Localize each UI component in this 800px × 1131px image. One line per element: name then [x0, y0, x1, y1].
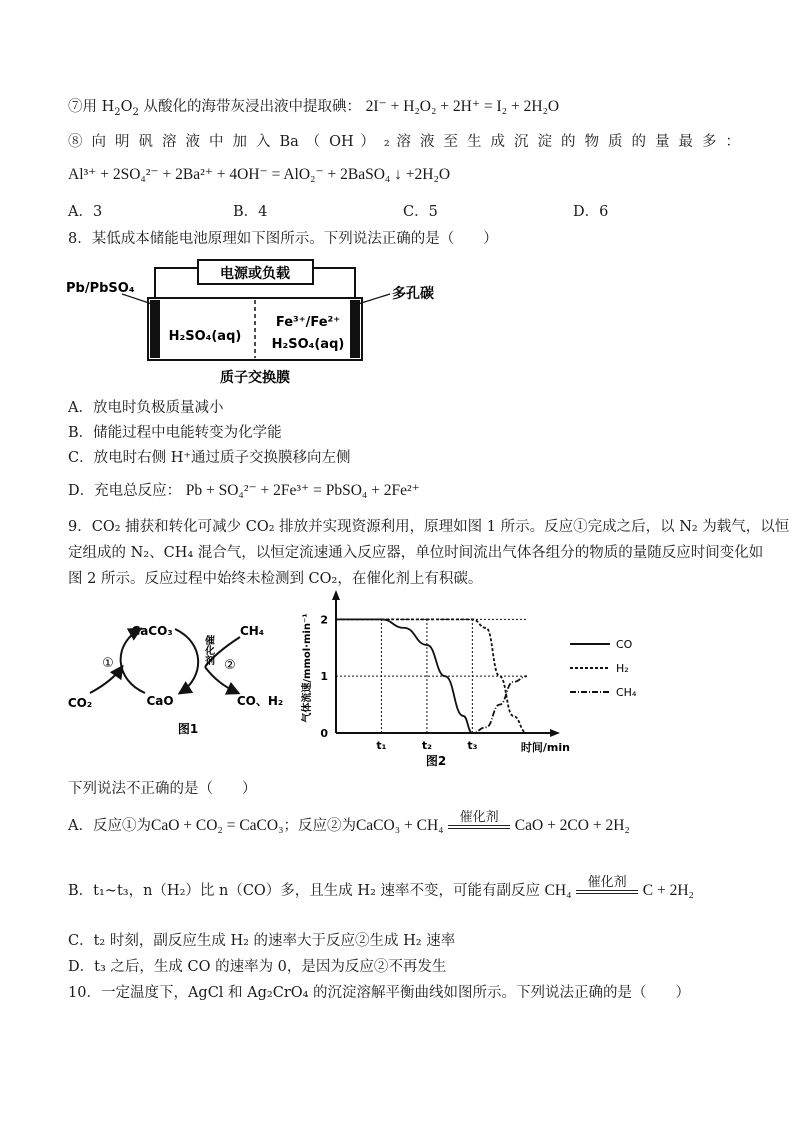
fig2-xtick-t1: t₁ [376, 739, 387, 752]
q9-stem-line2: 定组成的 N₂、CH₄ 混合气，以恒定流速通入反应器，单位时间流出气体各组分的物质的量随反应时间变化如 [68, 545, 764, 561]
fig1-co2: CO₂ [67, 696, 93, 710]
fig1-reaction1-label: ① [102, 656, 114, 671]
q7-item8-text: ⑧ 向 明 矾 溶 液 中 加 入 Ba （ OH ） ₂ 溶 液 至 生 成 沉 淀 的 物 质 的 量 最 多 ： [68, 134, 740, 150]
fig1-reaction2-label: ② [224, 658, 236, 673]
q7-item7: ⑦用 $H_2O_2$ 从酸化的海带灰浸出液中提取碘： 2I⁻ + H₂O₂ + 2H⁺ = I₂ + 2H₂O [68, 98, 560, 118]
fig2-xlabel: 时间/min [520, 741, 570, 754]
q8-stem: 8．某低成本储能电池原理如下图所示。下列说法正确的是（ ） [68, 231, 498, 247]
q9-option-b-text: B．t₁~t₃，n（H₂）比 n（CO）多，且生成 H₂ 速率不变，可能有副反应 [68, 883, 540, 899]
fig2-xtick-t2: t₂ [421, 739, 432, 752]
q9-option-a-eq2-left: CaCO₃ + CH₄ [355, 817, 444, 834]
q9-option-a[interactable] [68, 810, 740, 849]
q9-question: 下列说法不正确的是（ ） [68, 781, 257, 797]
q9-option-b[interactable] [68, 875, 740, 914]
q8-option-c[interactable]: C．放电时右侧 H⁺通过质子交换膜移向左侧 [68, 450, 351, 466]
q9-option-d[interactable]: D．t₃ 之后，生成 CO 的速率为 0，是因为反应②不再发生 [68, 959, 447, 975]
left-electrode-plate [150, 300, 160, 358]
left-solution-label: H₂SO₄(aq) [168, 329, 242, 344]
fig1-cao: CaO [146, 694, 174, 708]
q9-stem-line3: 图 2 所示。反应过程中始终未检测到 CO₂，在催化剂上有积碳。 [68, 571, 483, 587]
fig2-grid [336, 619, 526, 733]
fig2-x-axis-arrow [550, 729, 560, 737]
q9-option-b-catalyst-arrow [576, 876, 638, 894]
q9-option-c[interactable]: C．t₂ 时刻，副反应生成 H₂ 的速率大于反应②生成 H₂ 速率 [68, 933, 456, 949]
right-electrode-label: 多孔碳 [392, 286, 434, 302]
membrane-label: 质子交换膜 [220, 370, 290, 386]
fig1-arrow-cao-to-caco3 [121, 629, 145, 693]
figure2-chart [298, 590, 658, 770]
q9-option-b-eq-left: CH₄ [544, 882, 572, 899]
figure1-cycle [60, 605, 300, 750]
right-solution-ions: Fe³⁺/Fe²⁺ [275, 315, 341, 330]
legend-h2-label: H₂ [616, 662, 629, 675]
fig1-products: CO、H₂ [236, 694, 284, 708]
q7-choices [68, 200, 728, 222]
right-solution-acid: H₂SO₄(aq) [271, 337, 345, 352]
power-load-label: 电源或负载 [220, 266, 290, 282]
battery-diagram [60, 258, 480, 398]
fig1-caption: 图1 [177, 722, 199, 736]
q9-option-a-eq1: CaO + CO₂ = CaCO₃ [150, 817, 284, 834]
right-electrode-plate [350, 300, 360, 358]
q9-stem-line1: 9．CO₂ 捕获和转化可减少 CO₂ 排放并实现资源利用，原理如图 1 所示。反应①完成之后，以 N₂ 为载气，以恒 [68, 519, 790, 535]
q8-option-d-prefix: D．充电总反应： [68, 483, 182, 499]
legend-co-label: CO [616, 638, 633, 651]
fig1-catalyst-label: 催化剂 [202, 635, 214, 665]
q7-item7-equation: 2I⁻ + H₂O₂ + 2H⁺ = I₂ + 2H₂O [365, 98, 560, 115]
q7-item7-text: ⑦用 H [68, 99, 115, 115]
q7-choice-d[interactable]: D．6 [573, 204, 609, 220]
q9-option-a-eq2-right: CaO + 2CO + 2H₂ [514, 817, 630, 834]
fig2-ytick-0: 0 [320, 727, 328, 740]
q8-option-d[interactable] [68, 480, 740, 502]
fig2-ytick-1: 1 [320, 670, 328, 684]
q7-choice-b[interactable]: B．4 [233, 204, 268, 220]
fig2-ylabel: 气体流速/mmol·min⁻¹ [302, 613, 313, 723]
q7-choice-c[interactable]: C．5 [403, 204, 438, 220]
q8-option-b[interactable]: B．储能过程中电能转变为化学能 [68, 425, 282, 441]
fig2-xtick-t3: t₃ [467, 739, 478, 752]
q9-option-b-eq-right: C + 2H₂ [642, 882, 694, 899]
fig1-arrow-caco3-to-cao [175, 629, 198, 693]
q7-choice-a[interactable]: A．3 [68, 204, 103, 220]
q9-option-a-catalyst-arrow [448, 811, 510, 829]
fig2-axes [332, 590, 560, 737]
q10-stem: 10．一定温度下，AgCl 和 Ag₂CrO₄ 的沉淀溶解平衡曲线如图所示。下列说法正确的是（ ） [68, 985, 691, 1001]
legend-ch4-label: CH₄ [616, 686, 637, 699]
q9-option-b-catalyst-text: 催化剂 [587, 875, 627, 890]
q8-option-a[interactable]: A．放电时负极质量减小 [68, 400, 224, 416]
left-electrode-label: Pb/PbSO₄ [66, 281, 135, 296]
fig1-ch4: CH₄ [239, 624, 265, 638]
q9-option-a-catalyst-text: 催化剂 [459, 810, 499, 825]
fig2-ytick-2: 2 [320, 613, 328, 627]
q9-option-a-mid: ；反应②为 [283, 818, 356, 834]
fig2-legend [570, 638, 637, 699]
fig1-caco3: CaCO₃ [131, 624, 173, 638]
fig2-series-line-2 [336, 676, 527, 733]
fig2-caption: 图2 [425, 754, 447, 768]
q9-option-a-prefix: A．反应①为 [68, 818, 151, 834]
fig2-y-axis-arrow [332, 590, 340, 600]
q7-item8-equation: Al³⁺ + 2SO₄²⁻ + 2Ba²⁺ + 4OH⁻ = AlO₂⁻ + 2BaSO₄ ↓ +2H₂O [68, 166, 451, 183]
q8-option-d-equation: Pb + SO₄²⁻ + 2Fe³⁺ = PbSO₄ + 2Fe²⁺ [185, 482, 420, 499]
